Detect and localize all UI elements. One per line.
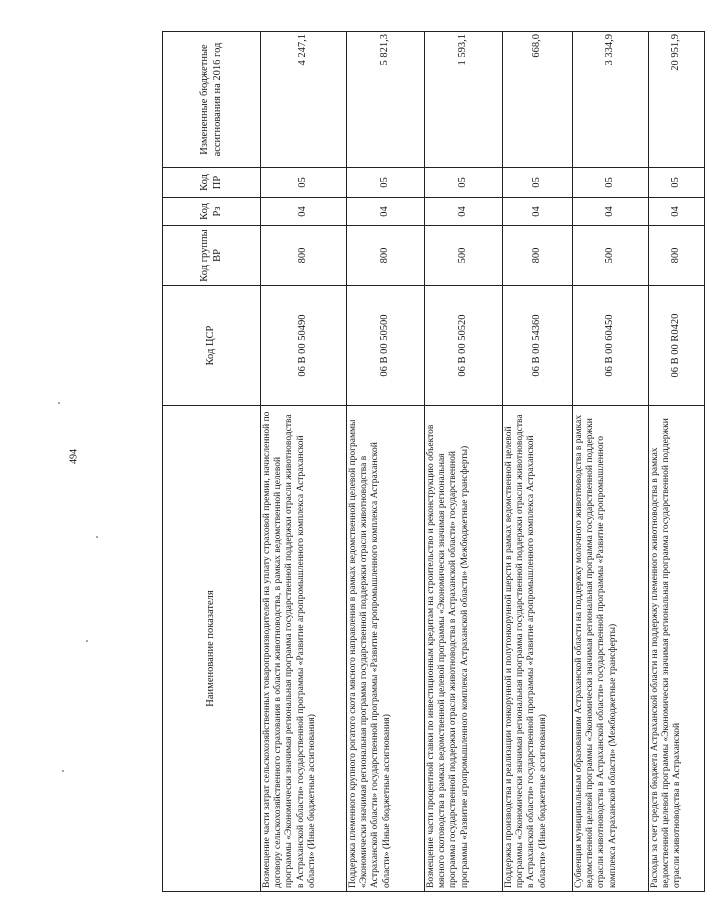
- row-pr: 05: [503, 168, 573, 198]
- row-vr: 800: [261, 226, 347, 286]
- row-name: Возмещение части процентной ставки по инвестиционным кредитам на строительство и реконструкцию объектов мясного скотоводства в рамках ведомственной целевой программы «Экономически значимая региональная программа государственной поддержки отрасли животноводства в Астраханской области» государственной программы «Развитие агропромышленного комплекса Астраханской области» (Межбюджетные трансферты): [425, 406, 503, 892]
- row-rz: 04: [573, 198, 649, 226]
- row-amount: 3 334,9: [573, 32, 649, 168]
- row-csr: 06 В 00 R0420: [649, 286, 705, 406]
- budget-table: [162, 31, 705, 892]
- row-pr: 05: [573, 168, 649, 198]
- scan-speck: [58, 402, 60, 404]
- header-vr: Код группы ВР: [163, 226, 261, 286]
- header-rz: Код Рз: [163, 198, 261, 226]
- row-pr: 05: [425, 168, 503, 198]
- row-rz: 04: [347, 198, 425, 226]
- row-vr: 500: [573, 226, 649, 286]
- row-name: Поддержка производства и реализации тонкорунной и полутонкорунной шерсти в рамках ведомственной целевой программы «Экономически значимая региональная программа государственной поддержки отрасли животноводства в Астраханской области» государственной программы «Развитие агропромышленного комплекса Астраханской области» (Иные бюджетные ассигнования): [503, 406, 573, 892]
- row-vr: 500: [425, 226, 503, 286]
- header-amount: Измененные бюджетные ассигнования на 2016 год: [163, 32, 261, 168]
- header-csr: Код ЦСР: [163, 286, 261, 406]
- row-rz: 04: [649, 198, 705, 226]
- scan-speck: [96, 536, 98, 538]
- table-header-row: [163, 32, 261, 892]
- row-csr: 06 В 00 50520: [425, 286, 503, 406]
- header-pr: Код ПР: [163, 168, 261, 198]
- row-vr: 800: [503, 226, 573, 286]
- row-pr: 05: [347, 168, 425, 198]
- header-name: Наименование показателя: [163, 406, 261, 892]
- page-number: 494: [68, 449, 80, 464]
- row-name: Расходы за счет средств бюджета Астраханской области на поддержку племенного животноводства в рамках ведомственной целевой программы «Экономически значимая региональная программа государственной поддержки отрасли животноводства в Астраханской: [649, 406, 705, 892]
- table-row: [649, 32, 705, 892]
- row-csr: 06 В 00 50490: [261, 286, 347, 406]
- table-row: [261, 32, 347, 892]
- row-csr: 06 В 00 54360: [503, 286, 573, 406]
- row-pr: 05: [649, 168, 705, 198]
- table-row: [573, 32, 649, 892]
- table-row: [425, 32, 503, 892]
- table-row: [347, 32, 425, 892]
- row-amount: 1 593,1: [425, 32, 503, 168]
- row-name: Поддержка племенного крупного рогатого скота мясного направления в рамках ведомственной целевой программы «Экономически значимая региональная программа государственной поддержки отрасли животноводства в Астраханской области» государственной программы «Развитие агропромышленного комплекса Астраханской области» (Иные бюджетные ассигнования): [347, 406, 425, 892]
- row-vr: 800: [649, 226, 705, 286]
- row-name: Субвенция муниципальным образованиям Астраханской области на поддержку молочного животноводства в рамках ведомственной целевой программы «Экономически значимая региональная программа государственной поддержки отрасли животноводства в Астраханской области» государственной программы «Развитие агропромышленного комплекса Астраханской области» (Межбюджетные трансферты): [573, 406, 649, 892]
- row-csr: 06 В 00 60450: [573, 286, 649, 406]
- row-amount: 5 821,3: [347, 32, 425, 168]
- table-row: [503, 32, 573, 892]
- row-amount: 668,0: [503, 32, 573, 168]
- row-rz: 04: [425, 198, 503, 226]
- scan-speck: [86, 640, 88, 642]
- row-amount: 20 951,9: [649, 32, 705, 168]
- row-pr: 05: [261, 168, 347, 198]
- budget-table-rotated: [162, 32, 683, 892]
- row-rz: 04: [261, 198, 347, 226]
- row-amount: 4 247,1: [261, 32, 347, 168]
- row-csr: 06 В 00 50500: [347, 286, 425, 406]
- row-name: Возмещение части затрат сельскохозяйственных товаропроизводителей на уплату страховой премии, начисленной по договору сельскохозяйственного страхования в области животноводства, в рамках ведомственной целевой программы «Экономически значимая региональная программа государственной поддержки отрасли животноводства в Астраханской области» государственной программы «Развитие агропромышленного комплекса Астраханской области» (Иные бюджетные ассигнования): [261, 406, 347, 892]
- scan-speck: [62, 770, 64, 772]
- row-rz: 04: [503, 198, 573, 226]
- row-vr: 800: [347, 226, 425, 286]
